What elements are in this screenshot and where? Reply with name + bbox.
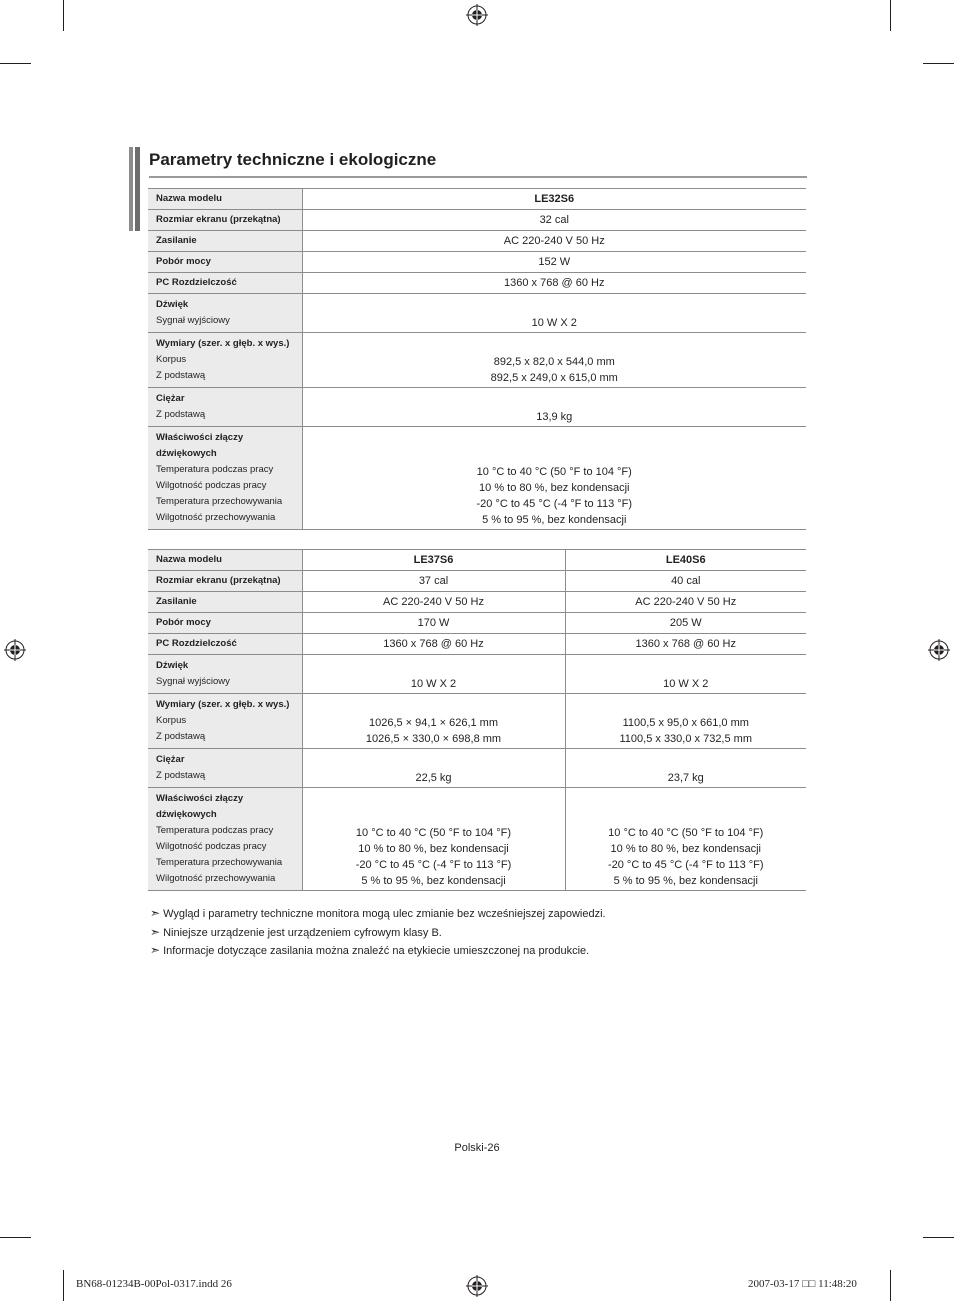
spec-value: 5 % to 95 %, bez kondensacji <box>482 514 627 526</box>
spec-sublabel: Z podstawą <box>156 370 206 381</box>
spec-value: -20 °C to 45 °C (-4 °F to 113 °F) <box>607 859 764 871</box>
spec-label: Nazwa modelu <box>156 193 222 204</box>
spec-value-cell <box>302 273 806 294</box>
spec-label-cell <box>148 613 302 634</box>
spec-value-cell <box>565 613 806 634</box>
spec-label-cell <box>148 333 302 388</box>
spec-label: Wymiary (szer. x głęb. x wys.) <box>156 699 290 710</box>
spec-value: 1360 x 768 @ 60 Hz <box>383 638 484 650</box>
spec-value-cell <box>302 189 806 210</box>
spec-row <box>148 634 806 655</box>
arrow-bullet-icon: ➣ <box>150 943 161 957</box>
spec-value: 5 % to 95 %, bez kondensacji <box>361 875 506 887</box>
spec-value: 205 W <box>669 617 702 629</box>
spec-label-cell <box>148 550 302 571</box>
spec-value: 10 °C to 40 °C (50 °F to 104 °F) <box>355 827 512 839</box>
note-item: ➣ Wygląd i parametry techniczne monitora mogą ulec zmianie bez wcześniejszej zapowiedzi. <box>150 906 606 920</box>
spec-value-cell <box>302 427 806 530</box>
spec-value-cell <box>302 694 565 749</box>
spec-value: 10 °C to 40 °C (50 °F to 104 °F) <box>476 466 632 478</box>
registration-mark-icon <box>466 4 488 26</box>
spec-value-cell <box>302 550 565 571</box>
slug-file: BN68-01234B-00Pol-0317.indd 26 <box>76 1278 232 1290</box>
spec-label: Dźwięk <box>156 299 189 310</box>
spec-value: 10 W X 2 <box>410 678 457 690</box>
spec-sublabel: Sygnał wyjściowy <box>156 315 230 326</box>
note-item: ➣ Informacje dotyczące zasilania można znaleźć na etykiecie umieszczonej na produkcie. <box>150 943 590 957</box>
spec-sublabel: Z podstawą <box>156 731 206 742</box>
spec-value: 1100,5 x 95,0 x 661,0 mm <box>622 717 749 729</box>
spec-row <box>148 231 806 252</box>
registration-mark-icon <box>466 1275 488 1297</box>
model-name: LE40S6 <box>665 554 706 566</box>
spec-value-cell <box>565 592 806 613</box>
spec-label: Właściwości złączy dźwiękowych <box>156 793 244 820</box>
spec-label: PC Rozdzielczość <box>156 277 237 288</box>
spec-row <box>148 189 806 210</box>
spec-sublabel: Korpus <box>156 354 187 365</box>
spec-row <box>148 294 806 333</box>
spec-value: 10 °C to 40 °C (50 °F to 104 °F) <box>608 827 764 839</box>
spec-row <box>148 655 806 694</box>
spec-value: 23,7 kg <box>667 772 704 784</box>
spec-row <box>148 788 806 891</box>
spec-value-cell <box>302 571 565 592</box>
spec-label-cell <box>148 427 302 530</box>
spec-value-cell <box>565 694 806 749</box>
slug-date: 2007-03-17 □□ 11:48:20 <box>748 1278 857 1290</box>
spec-label-cell <box>148 655 302 694</box>
model-name: LE32S6 <box>534 193 575 205</box>
spec-value: 32 cal <box>539 214 569 226</box>
spec-label-cell <box>148 210 302 231</box>
spec-value-cell <box>565 655 806 694</box>
spec-sublabel: Temperatura podczas pracy <box>156 825 274 836</box>
spec-label: Rozmiar ekranu (przekątna) <box>156 575 281 586</box>
spec-sublabel: Temperatura przechowywania <box>156 857 283 868</box>
spec-label: PC Rozdzielczość <box>156 638 237 649</box>
spec-sublabel: Temperatura podczas pracy <box>156 464 274 475</box>
spec-value: 1026,5 × 330,0 × 698,8 mm <box>365 733 502 745</box>
spec-label: Pobór mocy <box>156 256 211 267</box>
spec-value: AC 220-240 V 50 Hz <box>383 596 484 608</box>
spec-value-cell <box>302 252 806 273</box>
spec-value-cell <box>302 788 565 891</box>
registration-mark-icon <box>928 639 950 661</box>
spec-sublabel: Wilgotność podczas pracy <box>156 841 267 852</box>
spec-value: 1360 x 768 @ 60 Hz <box>635 638 736 650</box>
spec-value: 40 cal <box>671 575 701 587</box>
spec-value: -20 °C to 45 °C (-4 °F to 113 °F) <box>476 498 633 510</box>
spec-value-cell <box>302 333 806 388</box>
spec-sublabel: Temperatura przechowywania <box>156 496 283 507</box>
spec-label-cell <box>148 252 302 273</box>
spec-value-cell <box>302 231 806 252</box>
spec-row <box>148 252 806 273</box>
spec-value: 1026,5 × 94,1 × 626,1 mm <box>368 717 499 729</box>
arrow-bullet-icon: ➣ <box>150 924 161 939</box>
spec-row <box>148 571 806 592</box>
spec-value: 13,9 kg <box>536 411 573 423</box>
spec-label: Pobór mocy <box>156 617 211 628</box>
spec-value-cell <box>302 388 806 427</box>
crop-mark <box>0 63 31 64</box>
spec-label: Właściwości złączy dźwiękowych <box>156 432 244 459</box>
spec-value-cell <box>302 592 565 613</box>
spec-value: 10 % to 80 %, bez kondensacji <box>479 482 630 494</box>
crop-mark <box>923 1237 954 1238</box>
spec-row <box>148 273 806 294</box>
spec-value: 10 W X 2 <box>663 678 709 690</box>
spec-label-cell <box>148 571 302 592</box>
spec-value-cell <box>565 634 806 655</box>
spec-value: 152 W <box>538 256 571 268</box>
spec-value-cell <box>302 634 565 655</box>
spec-value: 1100,5 x 330,0 x 732,5 mm <box>619 733 752 745</box>
spec-row <box>148 694 806 749</box>
spec-row <box>148 210 806 231</box>
page-number: Polski-26 <box>454 1142 500 1154</box>
spec-label-cell <box>148 189 302 210</box>
spec-row <box>148 333 806 388</box>
spec-row <box>148 749 806 788</box>
spec-value: 22,5 kg <box>415 772 452 784</box>
spec-value-cell <box>565 571 806 592</box>
spec-table-le37s6-le40s6 <box>148 549 806 891</box>
spec-value: 170 W <box>417 617 450 629</box>
spec-sublabel: Sygnał wyjściowy <box>156 676 230 687</box>
title-rule <box>149 176 807 178</box>
spec-value-cell <box>302 613 565 634</box>
spec-value-cell <box>565 788 806 891</box>
spec-row <box>148 550 806 571</box>
spec-value-cell <box>302 749 565 788</box>
spec-value: 37 cal <box>418 575 449 587</box>
model-name: LE37S6 <box>413 554 454 566</box>
spec-sublabel: Z podstawą <box>156 770 206 781</box>
spec-sublabel: Korpus <box>156 715 187 726</box>
spec-value: 892,5 x 82,0 x 544,0 mm <box>493 356 615 368</box>
arrow-bullet-icon: ➣ <box>150 906 161 920</box>
spec-label: Dźwięk <box>156 660 189 671</box>
page-title: Parametry techniczne i ekologiczne <box>149 150 437 169</box>
spec-value: AC 220-240 V 50 Hz <box>503 235 605 247</box>
spec-label-cell <box>148 294 302 333</box>
spec-value-cell <box>565 550 806 571</box>
spec-value-cell <box>302 294 806 333</box>
crop-mark <box>0 1237 31 1238</box>
spec-value: 892,5 x 249,0 x 615,0 mm <box>490 372 618 384</box>
crop-mark <box>890 0 891 31</box>
crop-mark <box>923 63 954 64</box>
spec-label-cell <box>148 749 302 788</box>
spec-label: Wymiary (szer. x głęb. x wys.) <box>156 338 290 349</box>
spec-sublabel: Wilgotność przechowywania <box>156 512 276 523</box>
spec-value-cell <box>565 749 806 788</box>
note-item: ➣ Niniejsze urządzenie jest urządzeniem cyfrowym klasy B. <box>150 924 442 939</box>
spec-value-cell <box>302 210 806 231</box>
spec-label-cell <box>148 592 302 613</box>
spec-row <box>148 427 806 530</box>
spec-sublabel: Wilgotność podczas pracy <box>156 480 267 491</box>
crop-mark <box>890 1270 891 1301</box>
spec-value: 1360 x 768 @ 60 Hz <box>504 277 605 289</box>
spec-value: 10 % to 80 %, bez kondensacji <box>358 843 509 855</box>
crop-mark <box>63 0 64 31</box>
spec-sublabel: Z podstawą <box>156 409 206 420</box>
spec-label-cell <box>148 231 302 252</box>
spec-label: Ciężar <box>156 393 185 404</box>
crop-mark <box>63 1270 64 1301</box>
spec-value: AC 220-240 V 50 Hz <box>635 596 737 608</box>
title-accent-bar <box>129 147 140 231</box>
notes <box>150 905 606 961</box>
spec-sublabel: Wilgotność przechowywania <box>156 873 276 884</box>
spec-label: Zasilanie <box>156 596 197 607</box>
spec-value-cell <box>302 655 565 694</box>
spec-row <box>148 613 806 634</box>
spec-label-cell <box>148 634 302 655</box>
spec-row <box>148 388 806 427</box>
spec-label: Ciężar <box>156 754 185 765</box>
spec-label-cell <box>148 273 302 294</box>
spec-label-cell <box>148 694 302 749</box>
spec-table-le32s6 <box>148 188 806 530</box>
spec-value: -20 °C to 45 °C (-4 °F to 113 °F) <box>355 859 512 871</box>
spec-label-cell <box>148 388 302 427</box>
spec-label: Nazwa modelu <box>156 554 222 565</box>
spec-value: 10 W X 2 <box>531 317 577 329</box>
spec-value: 10 % to 80 %, bez kondensacji <box>610 843 761 855</box>
spec-value: 5 % to 95 %, bez kondensacji <box>613 875 758 887</box>
spec-label: Rozmiar ekranu (przekątna) <box>156 214 281 225</box>
spec-label: Zasilanie <box>156 235 197 246</box>
registration-mark-icon <box>4 639 26 661</box>
spec-label-cell <box>148 788 302 891</box>
spec-row <box>148 592 806 613</box>
